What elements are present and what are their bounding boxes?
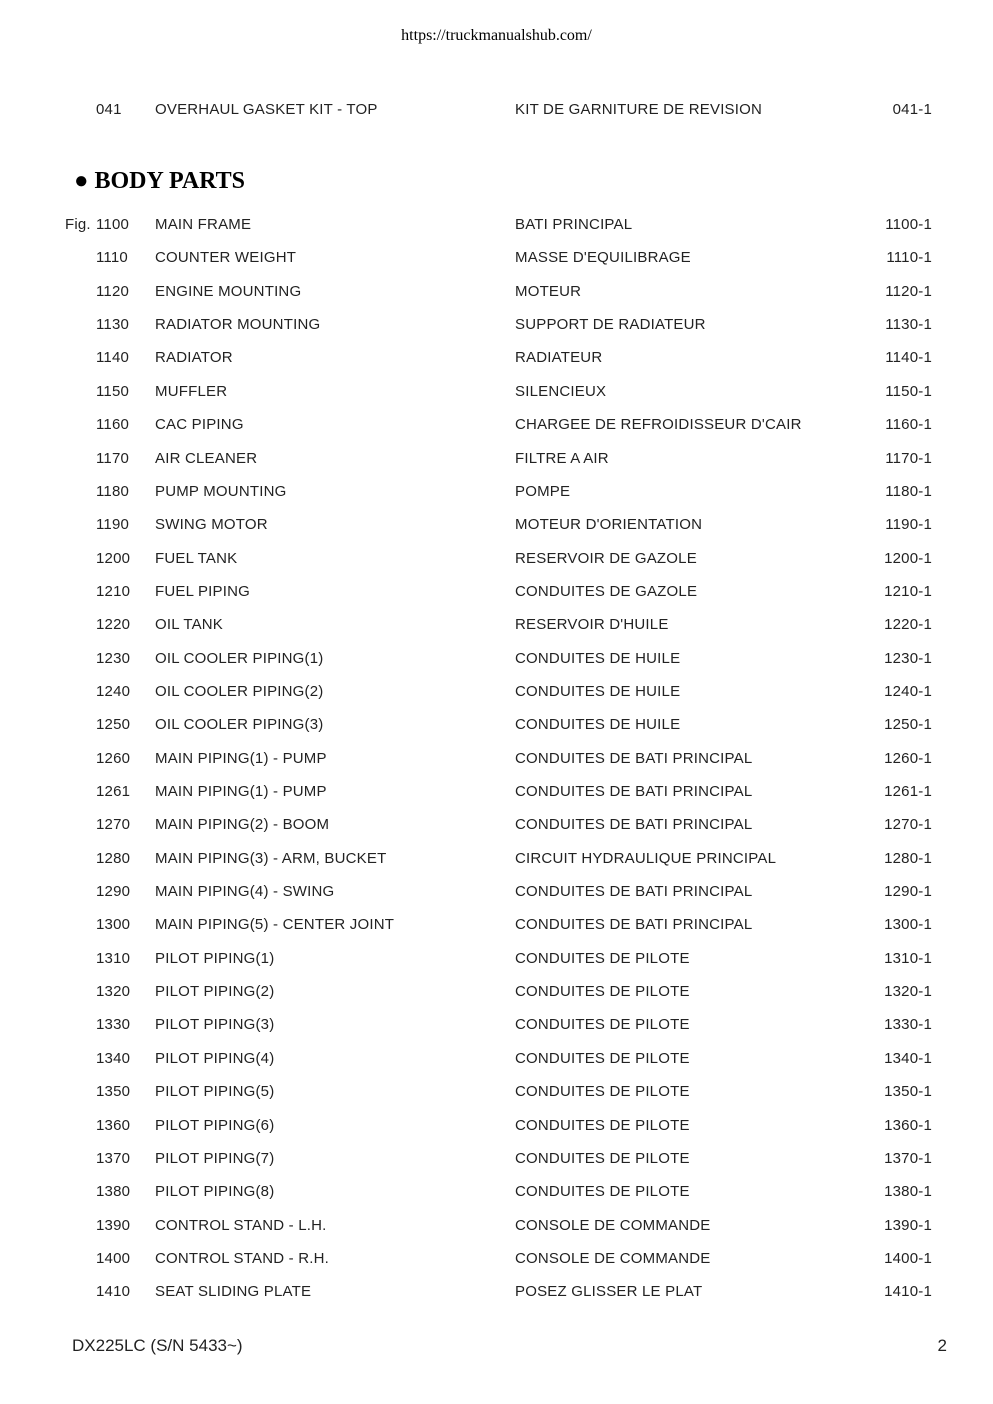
page-reference: 1200-1 [884, 549, 932, 567]
english-description: PILOT PIPING(5) [155, 1083, 275, 1101]
page-reference: 1120-1 [885, 282, 932, 300]
english-description: MAIN PIPING(1) - PUMP [155, 783, 327, 800]
fig-number: 1410 [96, 1283, 131, 1301]
fig-number: 1270 [96, 816, 131, 834]
table-row [0, 748, 993, 770]
english-description: SEAT SLIDING PLATE [155, 1283, 312, 1301]
page-reference: 1330-1 [884, 1016, 932, 1034]
fig-number: 1280 [96, 849, 131, 867]
english-description: RADIATOR [155, 349, 233, 367]
french-description: CONDUITES DE HUILE [515, 649, 681, 667]
table-row [0, 781, 993, 803]
french-description: CONDUITES DE PILOTE [515, 949, 690, 967]
fig-number: 1310 [96, 949, 131, 967]
page-reference: 1290-1 [884, 883, 932, 900]
fig-number: 1250 [96, 716, 131, 734]
fig-number: 1190 [96, 516, 130, 534]
table-row [0, 1215, 993, 1237]
page-reference: 1300-1 [884, 916, 932, 934]
fig-number: 1360 [96, 1116, 131, 1134]
page-reference: 1310-1 [884, 949, 932, 967]
footer-page-number: 2 [937, 1336, 947, 1355]
french-description: CONDUITES DE BATI PRINCIPAL [515, 816, 753, 834]
french-description: CONDUITES DE GAZOLE [515, 582, 698, 600]
english-description: FUEL PIPING [155, 582, 250, 600]
english-description: CONTROL STAND - R.H. [155, 1249, 330, 1267]
table-row [0, 881, 993, 903]
english-description: PUMP MOUNTING [155, 482, 287, 500]
french-description: FILTRE A AIR [515, 449, 609, 467]
table-row [0, 814, 993, 836]
fig-number: 1290 [96, 883, 131, 900]
page-reference: 1230-1 [884, 649, 932, 667]
table-row [0, 1081, 993, 1103]
fig-number: 1180 [96, 482, 130, 500]
table-row [0, 1014, 993, 1036]
french-description: RESERVOIR D'HUILE [515, 616, 669, 634]
table-row [0, 1181, 993, 1203]
table-row [0, 548, 993, 570]
english-description: MUFFLER [155, 382, 228, 400]
french-description: BATI PRINCIPAL [515, 216, 633, 233]
table-row [0, 614, 993, 636]
english-description: OIL COOLER PIPING(1) [155, 649, 324, 667]
section-heading [74, 168, 245, 195]
table-row [0, 448, 993, 470]
english-description: CAC PIPING [155, 416, 244, 434]
french-description: MOTEUR [515, 282, 582, 300]
fig-number: 1400 [96, 1249, 131, 1267]
page-reference: 1410-1 [884, 1283, 932, 1301]
page-reference: 1270-1 [884, 816, 932, 834]
page-reference: 1400-1 [884, 1249, 932, 1267]
table-row [0, 481, 993, 503]
page-reference: 1250-1 [884, 716, 932, 734]
fig-number: 1130 [96, 316, 130, 334]
table-row [0, 281, 993, 303]
french-description: CONDUITES DE BATI PRINCIPAL [515, 916, 753, 934]
page-reference: 1140-1 [885, 349, 932, 367]
table-row [0, 414, 993, 436]
english-description: PILOT PIPING(1) [155, 949, 275, 967]
page-reference: 1220-1 [884, 616, 932, 634]
table-row [0, 1148, 993, 1170]
english-description: MAIN FRAME [155, 216, 252, 233]
english-description: PILOT PIPING(7) [155, 1149, 275, 1167]
table-row [0, 981, 993, 1003]
french-description: CONDUITES DE PILOTE [515, 1149, 690, 1167]
fig-number: 1340 [96, 1049, 131, 1067]
page-reference: 041-1 [892, 101, 932, 118]
page-reference: 1370-1 [884, 1149, 932, 1167]
english-description: CONTROL STAND - L.H. [155, 1216, 327, 1234]
page-reference: 1240-1 [884, 682, 932, 700]
english-description: MAIN PIPING(2) - BOOM [155, 816, 330, 834]
fig-number: 1261 [96, 783, 131, 800]
english-description: AIR CLEANER [155, 449, 258, 467]
french-description: POSEZ GLISSER LE PLAT [515, 1283, 703, 1301]
bullet-icon: ● [74, 168, 89, 194]
page-reference: 1170-1 [885, 449, 932, 467]
page-reference: 1210-1 [884, 582, 932, 600]
table-row [0, 648, 993, 670]
english-description: MAIN PIPING(5) - CENTER JOINT [155, 916, 395, 934]
page-reference: 1261-1 [884, 783, 932, 800]
english-description: RADIATOR MOUNTING [155, 316, 321, 334]
table-row [0, 581, 993, 603]
table-row [0, 914, 993, 936]
english-description: ENGINE MOUNTING [155, 282, 302, 300]
table-row [0, 1281, 993, 1303]
french-description: RADIATEUR [515, 349, 603, 367]
page-reference: 1340-1 [884, 1049, 932, 1067]
fig-number: 1100 [96, 216, 130, 233]
fig-number: 1390 [96, 1216, 131, 1234]
page-reference: 1350-1 [884, 1083, 932, 1101]
french-description: RESERVOIR DE GAZOLE [515, 549, 697, 567]
page-reference: 1260-1 [884, 749, 932, 767]
english-description: PILOT PIPING(4) [155, 1049, 275, 1067]
header-url: https://truckmanualshub.com/ [401, 27, 592, 44]
french-description: CONSOLE DE COMMANDE [515, 1249, 711, 1267]
fig-number: 1150 [96, 382, 130, 400]
english-description: PILOT PIPING(8) [155, 1183, 275, 1201]
french-description: SUPPORT DE RADIATEUR [515, 316, 706, 334]
page-reference: 1100-1 [885, 216, 932, 233]
table-row [0, 1048, 993, 1070]
table-row [0, 681, 993, 703]
table-row [0, 714, 993, 736]
english-description: PILOT PIPING(6) [155, 1116, 275, 1134]
fig-number: 1260 [96, 749, 131, 767]
fig-number: 1240 [96, 682, 131, 700]
fig-number: 1140 [96, 349, 130, 367]
english-description: MAIN PIPING(1) - PUMP [155, 749, 327, 767]
fig-number: 1110 [96, 249, 128, 267]
page-reference: 1130-1 [885, 316, 932, 334]
french-description: CONDUITES DE BATI PRINCIPAL [515, 883, 753, 900]
footer-model: DX225LC (S/N 5433~) [72, 1336, 243, 1355]
section-title: BODY PARTS [94, 168, 246, 194]
english-description: PILOT PIPING(2) [155, 983, 275, 1001]
fig-number: 1160 [96, 416, 130, 434]
fig-number: 1120 [96, 282, 130, 300]
french-description: SILENCIEUX [515, 382, 607, 400]
fig-number: 1170 [96, 449, 130, 467]
english-description: PILOT PIPING(3) [155, 1016, 275, 1034]
fig-number: 041 [96, 101, 122, 118]
page-reference: 1280-1 [884, 849, 932, 867]
french-description: CONDUITES DE HUILE [515, 716, 681, 734]
fig-number: 1200 [96, 549, 131, 567]
french-description: KIT DE GARNITURE DE REVISION [515, 101, 763, 118]
table-row [0, 514, 993, 536]
french-description: CONDUITES DE BATI PRINCIPAL [515, 783, 753, 800]
fig-number: 1220 [96, 616, 131, 634]
french-description: CONDUITES DE PILOTE [515, 1049, 690, 1067]
page-reference: 1360-1 [884, 1116, 932, 1134]
table-row [0, 214, 993, 236]
page-reference: 1190-1 [885, 516, 932, 534]
table-row [0, 347, 993, 369]
table-row [0, 948, 993, 970]
english-description: OIL COOLER PIPING(3) [155, 716, 324, 734]
french-description: POMPE [515, 482, 571, 500]
english-description: COUNTER WEIGHT [155, 249, 297, 267]
french-description: CONDUITES DE PILOTE [515, 1183, 690, 1201]
table-row [0, 247, 993, 269]
french-description: CONDUITES DE PILOTE [515, 1016, 690, 1034]
french-description: MOTEUR D'ORIENTATION [515, 516, 703, 534]
table-row [0, 1115, 993, 1137]
table-row [0, 1248, 993, 1270]
english-description: MAIN PIPING(4) - SWING [155, 883, 335, 900]
fig-number: 1210 [96, 582, 131, 600]
fig-number: 1300 [96, 916, 131, 934]
english-description: OIL COOLER PIPING(2) [155, 682, 324, 700]
english-description: OVERHAUL GASKET KIT - TOP [155, 101, 378, 118]
table-row [0, 381, 993, 403]
page-reference: 1390-1 [884, 1216, 932, 1234]
french-description: MASSE D'EQUILIBRAGE [515, 249, 691, 267]
english-description: FUEL TANK [155, 549, 238, 567]
english-description: MAIN PIPING(3) - ARM, BUCKET [155, 849, 387, 867]
english-description: SWING MOTOR [155, 516, 268, 534]
french-description: CONSOLE DE COMMANDE [515, 1216, 711, 1234]
fig-number: 1370 [96, 1149, 131, 1167]
fig-number: 1230 [96, 649, 131, 667]
page-reference: 1160-1 [885, 416, 932, 434]
page-reference: 1150-1 [885, 382, 932, 400]
page-reference: 1110-1 [886, 249, 932, 267]
french-description: CIRCUIT HYDRAULIQUE PRINCIPAL [515, 849, 777, 867]
french-description: CONDUITES DE HUILE [515, 682, 681, 700]
french-description: CONDUITES DE PILOTE [515, 1083, 690, 1101]
fig-number: 1330 [96, 1016, 131, 1034]
page-reference: 1180-1 [885, 482, 932, 500]
top-row [0, 99, 993, 121]
fig-label: Fig. [65, 216, 91, 233]
english-description: OIL TANK [155, 616, 224, 634]
fig-number: 1350 [96, 1083, 131, 1101]
french-description: CHARGEE DE REFROIDISSEUR D'CAIR [515, 416, 802, 434]
fig-number: 1320 [96, 983, 131, 1001]
french-description: CONDUITES DE PILOTE [515, 1116, 690, 1134]
table-row [0, 848, 993, 870]
french-description: CONDUITES DE PILOTE [515, 983, 690, 1001]
table-row [0, 314, 993, 336]
page-reference: 1380-1 [884, 1183, 932, 1201]
fig-number: 1380 [96, 1183, 131, 1201]
french-description: CONDUITES DE BATI PRINCIPAL [515, 749, 753, 767]
page-reference: 1320-1 [884, 983, 932, 1001]
